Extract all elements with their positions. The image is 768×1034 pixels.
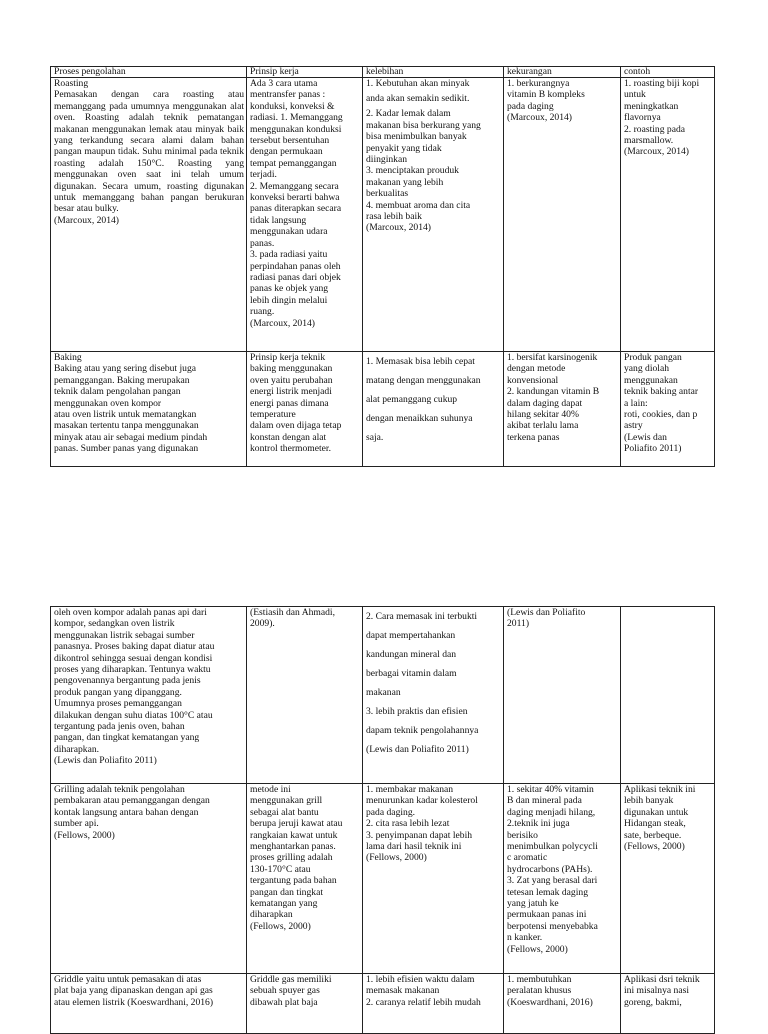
cell-prinsip: Ada 3 cara utama mentransfer panas : konduksi, konveksi & radiasi. 1. Memanggang menggunakan konduksi tersebut bersentuhan dengan permukaan tempat pemanggangan terjadi. 2. Memanggang secara konveksi berarti bahwa panas diterapkan secara tidak langsung menggunakan udara panas. 3. pada radiasi yaitu perpindahan panas oleh radiasi panas dari objek panas ke objek yang lebih dingin melalui ruang. (Marcoux, 2014) [247,78,363,352]
cell-kekurangan: 1. sekitar 40% vitamin B dan mineral pada daging menjadi hilang, 2.teknik ini juga berisiko menimbulkan polycycli c aromatic hydrocarbons (PAHs). 3. Zat yang berasal dari tetesan lemak daging yang jatuh ke permukaan panas ini berpotensi menyebabka n kanker. (Fellows, 2000) [504,784,621,974]
table-row-baking [51,352,715,467]
header-proses: Proses pengolahan [51,67,247,78]
cell-kelebihan [363,78,504,352]
cell-prinsip: Griddle gas memiliki sebuah spuyer gas dibawah plat baja [247,974,363,1034]
cell-kelebihan: 1. lebih efisien waktu dalam memasak makanan 2. caranya relatif lebih mudah [363,974,504,1034]
table-row-roasting [51,78,715,352]
cell-proses: Griddle yaitu untuk pemasakan di atas plat baja yang dipanaskan dengan api gas atau elemen listrik (Koeswardhani, 2016) [51,974,247,1034]
cell-contoh: Aplikasi teknik ini lebih banyak digunakan untuk Hidangan steak, sate, berbeque. (Fellows, 2000) [621,784,715,974]
cell-kelebihan: 1. membakar makanan menurunkan kadar kolesterol pada daging. 2. cita rasa lebih lezat 3. penyimpanan dapat lebih lama dari hasil teknik ini (Fellows, 2000) [363,784,504,974]
kelebihan-rest: 2. Kadar lemak dalam makanan bisa berkurang yang bisa menimbulkan banyak penyakit yang tidak diinginkan 3. menciptakan prouduk makanan yang lebih berkualitas 4. membuat aroma dan cita rasa lebih baik (Marcoux, 2014) [366,108,481,234]
cell-kekurangan: 1. berkurangnya vitamin B kompleks pada daging (Marcoux, 2014) [504,78,621,352]
cell-proses: Baking Baking atau yang sering disebut juga pemanggangan. Baking merupakan teknik dalam pengolahan pangan menggunakan oven kompor atau oven listrik untuk mematangkan masakan tertentu tanpa menggunakan minyak atau air sebagai medium pindah panas. Sumber panas yang digunakan [51,352,247,467]
kelebihan-line-1: 1. Kebutuhan akan minyak [366,78,470,89]
cell-kekurangan: 1. bersifat karsinogenik dengan metode konvensional 2. kandungan vitamin B dalam daging dapat hilang sekitar 40% akibat terlalu lama terkena panas [504,352,621,467]
kelebihan-line-2: anda akan semakin sedikit. [366,93,470,105]
cooking-methods-table-part2 [50,606,715,1034]
cell-kekurangan: (Lewis dan Poliafito 2011) [504,607,621,784]
cell-contoh: Produk pangan yang diolah menggunakan teknik baking antar a lain: roti, cookies, dan p astry (Lewis dan Poliafito 2011) [621,352,715,467]
cell-proses: oleh oven kompor adalah panas api dari kompor, sedangkan oven listrik menggunakan listrik sebagai sumber panasnya. Proses baking dapat diatur atau dikontrol sehingga sesuai dengan kondisi proses yang diharapkan. Tentunya waktu pengovenannya bergantung pada jenis produk pangan yang dipanggang. Umumnya proses pemanggangan dilakukan dengan suhu diatas 100°C atau tergantung pada jenis oven, bahan pangan, dan tingkat kematangan yang diharapkan. (Lewis dan Poliafito 2011) [51,607,247,784]
header-prinsip: Prinsip kerja [247,67,363,78]
cell-contoh: Aplikasi dsri teknik ini misalnya nasi goreng, bakmi, [621,974,715,1034]
table-row-baking-cont [51,607,715,784]
cell-prinsip: Prinsip kerja teknik baking menggunakan oven yaitu perubahan energi listrik menjadi energi panas dimana temperature dalam oven dijaga tetap konstan dengan alat kontrol thermometer. [247,352,363,467]
cell-proses: Grilling adalah teknik pengolahan pembakaran atau pemanggangan dengan kontak langsung antara bahan dengan sumber api. (Fellows, 2000) [51,784,247,974]
cell-kekurangan: 1. membutuhkan peralatan khusus (Koeswardhani, 2016) [504,974,621,1034]
table-row-grilling [51,784,715,974]
cell-kelebihan: 1. Memasak bisa lebih cepat matang dengan menggunakan alat pemanggang cukup dengan menaikkan suhunya saja. [363,352,504,467]
header-kelebihan: kelebihan [363,67,504,78]
cell-contoh: 1. roasting biji kopi untuk meningkatkan flavornya 2. roasting pada marsmallow. (Marcoux, 2014) [621,78,715,352]
cell-prinsip: metode ini menggunakan grill sebagai alat bantu berupa jeruji kawat atau rangkaian kawat untuk menghantarkan panas. proses grilling adalah 130-170°C atau tergantung pada bahan pangan dan tingkat kematangan yang diharapkan (Fellows, 2000) [247,784,363,974]
header-contoh: contoh [621,67,715,78]
table-row-griddle [51,974,715,1034]
cell-kelebihan: 2. Cara memasak ini terbukti dapat mempertahankan kandungan mineral dan berbagai vitamin dalam makanan 3. lebih praktis dan efisien dapam teknik pengolahannya (Lewis dan Poliafito 2011) [363,607,504,784]
cell-contoh [621,607,715,784]
cell-prinsip: (Estiasih dan Ahmadi, 2009). [247,607,363,784]
table-header-row [51,67,715,78]
cell-proses: Roasting Pemasakan dengan cara roasting atau memanggang pada umumnya menggunakan alat oven. Roasting adalah teknik pematangan makanan menggunakan lemak atau minyak baik yang terkandung secara alami dalam bahan pangan maupun tidak. Suhu minimal pada teknik roasting adalah 150°C. Roasting yang menggunakan oven saat ini telah umum digunakan. Secara umum, roasting digunakan untuk memanggang bahan pangan berukuran besar atau bulky. (Marcoux, 2014) [51,78,247,352]
cooking-methods-table-part1 [50,66,715,467]
header-kekurangan: kekurangan [504,67,621,78]
